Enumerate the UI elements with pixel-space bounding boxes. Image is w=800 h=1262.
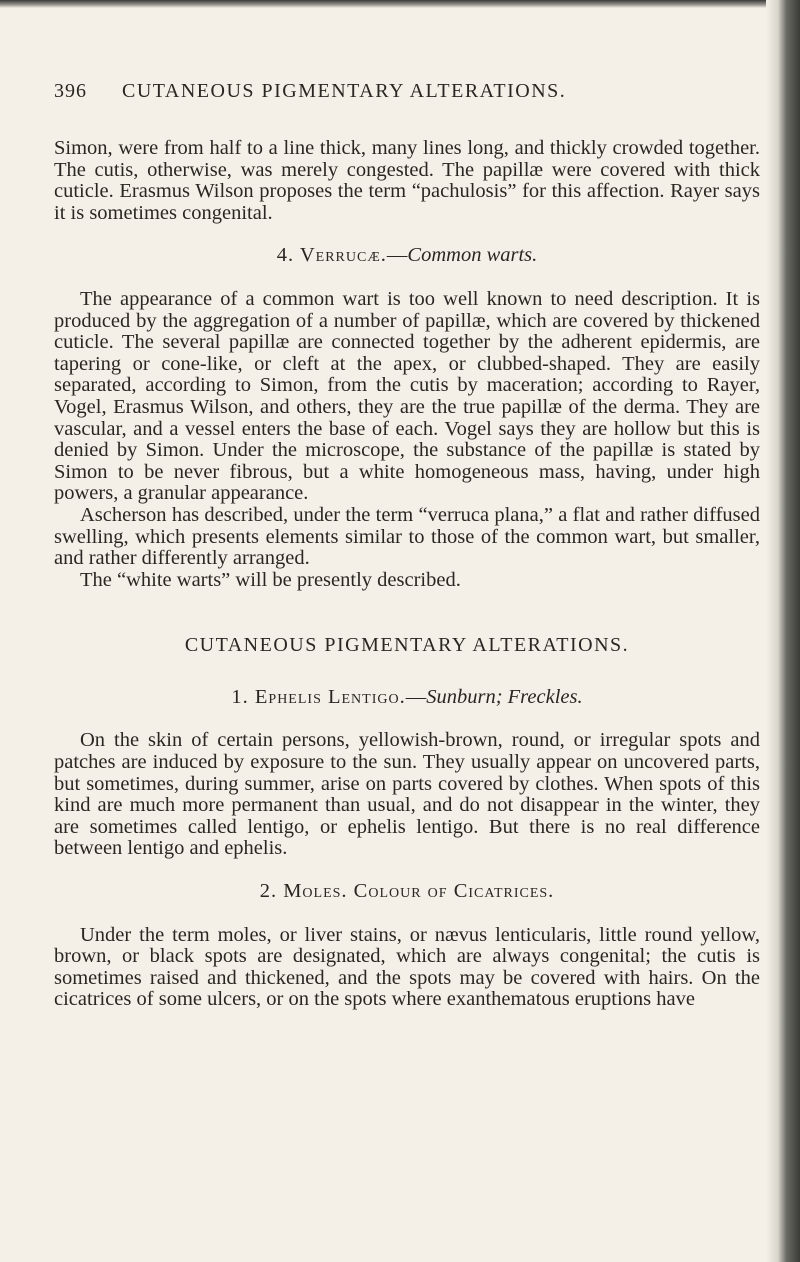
running-title: CUTANEOUS PIGMENTARY ALTERATIONS. <box>122 80 567 102</box>
heading-verrucae <box>54 245 760 267</box>
page-number: 396 <box>54 80 87 102</box>
heading-ephelis <box>54 687 760 709</box>
page-body <box>54 138 760 1011</box>
page-top-shadow <box>0 0 800 8</box>
heading-verrucae-subtitle: Common warts. <box>407 244 538 267</box>
paragraph-moles: Under the term moles, or liver stains, or nævus lenticularis, little round yellow, brown, or black spots are designated, which are always congenital; the cutis is sometimes raised and thickened, and the spots may be covered with hairs. On the cicatrices of some ulcers, or on the spots where exanthematous eruptions have <box>54 923 760 1011</box>
heading-moles-label: 2. Moles. Colour of Cicatrices. <box>259 880 555 903</box>
heading-dash: — <box>405 685 427 708</box>
heading-dash: — <box>386 244 408 267</box>
section-title: CUTANEOUS PIGMENTARY ALTERATIONS. <box>184 634 630 657</box>
paragraph-white-warts: The “white warts” will be presently described. <box>80 568 461 591</box>
heading-ephelis-label: 1. Ephelis Lentigo. <box>231 685 406 708</box>
heading-ephelis-subtitle: Sunburn; Freckles. <box>426 685 583 708</box>
page-binding-shadow <box>766 0 800 1262</box>
paragraph-continuation: Simon, were from half to a line thick, many lines long, and thickly crowded together. The cutis, otherwise, was merely congested. The papillæ were covered with thick cuticle. Erasmus Wilson proposes the term “pachulosis” for this affection. Rayer says it is sometimes congenital. <box>54 137 760 224</box>
heading-moles <box>54 881 760 903</box>
paragraph-wart-description: The appearance of a common wart is too well known to need description. It is produced by the aggregation of a number of papillæ, which are covered by thickened cuticle. The several papillæ are connected together by the adherent epidermis, are tapering or cone-like, or cleft at the apex, or clubbed-shaped. They are easily separated, according to Simon, from the cutis by maceration; according to Rayer, Vogel, Erasmus Wilson, and others, they are the true papillæ of the derma. They are vascular, and a vessel enters the base of each. Vogel says they are hollow but this is denied by Simon. Under the microscope, the substance of the papillæ is stated by Simon to be never fibrous, but a white homogeneous mass, having, under high powers, a granular appearance. <box>54 287 760 505</box>
heading-verrucae-label: 4. Verrucæ. <box>276 244 387 267</box>
paragraph-verruca-plana: Ascherson has described, under the term “verruca plana,” a flat and rather diffused swelling, which presents elements similar to those of the common wart, but smaller, and rather differently arranged. <box>54 503 760 570</box>
paragraph-freckles: On the skin of certain persons, yellowish-brown, round, or irregular spots and patches are induced by exposure to the sun. They usually appear on uncovered parts, but sometimes, during summer, arise on parts covered by clothes. When spots of this kind are much more permanent than usual, and do not disappear in the winter, they are sometimes called lentigo, or ephelis lentigo. But there is no real difference between lentigo and ephelis. <box>54 729 760 860</box>
page-header <box>54 80 744 110</box>
